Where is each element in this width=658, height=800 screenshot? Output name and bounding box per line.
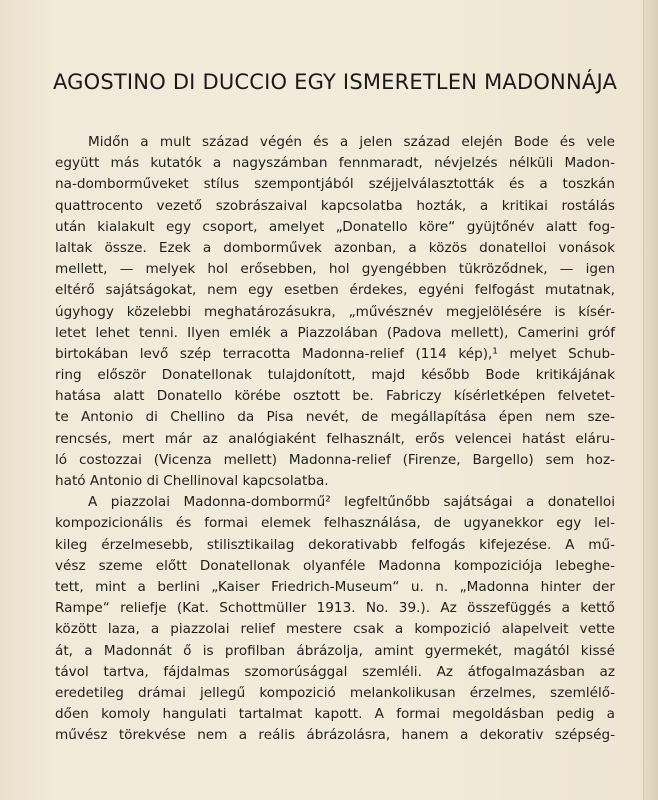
text-line: letet lehet tenni. Ilyen emlék a Piazzolában (Padova mellett), Camerini gróf — [55, 324, 615, 341]
text-line: tett, mint a berlini „Kaiser Friedrich-Museum“ u. n. „Madonna hinter der — [55, 578, 615, 595]
text-line: te Antonio di Chellino da Pisa nevét, de megállapítása épen nem sze- — [55, 409, 615, 426]
text-line: ható Antonio di Chellinoval kapcsolatba. — [55, 473, 329, 489]
text-line: Midőn a mult század végén és a jelen század elején Bode és vele — [88, 134, 615, 150]
text-line: együtt más kutatók a nagyszámban fennmaradt, névjelzés nélküli Madon- — [55, 155, 615, 172]
text-line: vész szeme előtt Donatellonak olyanféle Madonna kompoziciója lebeghe- — [55, 557, 615, 574]
text-line: hatása alatt Donatello körébe osztott be. Fabriczy kísérletképen felvetet- — [55, 388, 615, 405]
text-line: mellett, — melyek hol erősebben, hol gyengébben tükröződnek, — igen — [55, 261, 615, 278]
text-line: birtokában levő szép terracotta Madonna-relief (114 kép),¹ melyet Schub- — [55, 345, 615, 362]
text-line: A piazzolai Madonna-dombormű² legfeltűnőbb sajátságai a donatelloi — [88, 494, 615, 511]
chapter-title: AGOSTINO DI DUCCIO EGY ISMERETLEN MADONNÁJA — [52, 70, 618, 94]
text-line: között laza, a piazzolai relief mestere csak a kompozició alapelveit vette — [55, 621, 615, 638]
text-line: dően komoly hangulati tartalmat kapott. A formai megoldásban pedig a — [55, 706, 615, 723]
text-line: laltak össze. Ezek a domborművek azonban, a közös donatelloi vonások — [55, 239, 615, 256]
text-line: kompozicionális és formai elemek felhasználása, de ugyanekkor egy lel- — [55, 515, 615, 532]
text-line: quattrocento vezető szobrászaival kapcsolatba hozták, a kritikai rostálás — [55, 197, 615, 214]
page-edge — [643, 0, 658, 800]
text-line: Rampe“ reliefje (Kat. Schottmüller 1913. No. 39.). Az összefüggés a kettő — [55, 600, 615, 617]
text-line: át, a Madonnát ő is profilban ábrázolja, amint gyermekét, magától kissé — [55, 642, 615, 659]
text-line: na-domborműveket stílus szempontjából széjjelválasztották és a toszkán — [55, 176, 615, 193]
text-line: ló costozzai (Vicenza mellett) Madonna-relief (Firenze, Bargello) sem hoz- — [55, 451, 615, 468]
text-line: úgyhogy közelebbi meghatározásukra, „művésznév megjelölésére is kísér- — [55, 303, 615, 320]
text-line: eltérő sajátságokat, nem egy esetben érdekes, egyéni felfogást mutatnak, — [55, 282, 615, 299]
text-line: kileg érzelmesebb, stilisztikailag dekorativabb felfogás kifejezése. A mű- — [55, 536, 615, 553]
text-line: ring először Donatellonak tulajdonított, majd később Bode kritikájának — [55, 367, 615, 384]
text-line: távol tartva, fájdalmas szomorúsággal szemléli. Az átfogalmazásban az — [55, 663, 615, 680]
text-line: rencsés, mert már az analógiaként felhasznált, erős velencei hatást eláru- — [55, 430, 615, 447]
text-line: művész törekvése nem a reális ábrázolásra, hanem a dekorativ szépség- — [55, 727, 615, 744]
body-text — [55, 132, 615, 746]
text-line: eredetileg drámai jellegű kompozició melankolikusan érzelmes, szemlélő- — [55, 684, 615, 701]
text-line: után kialakult egy csoport, amelyet „Donatello köre“ gyüjtőnév alatt fog- — [55, 218, 615, 235]
